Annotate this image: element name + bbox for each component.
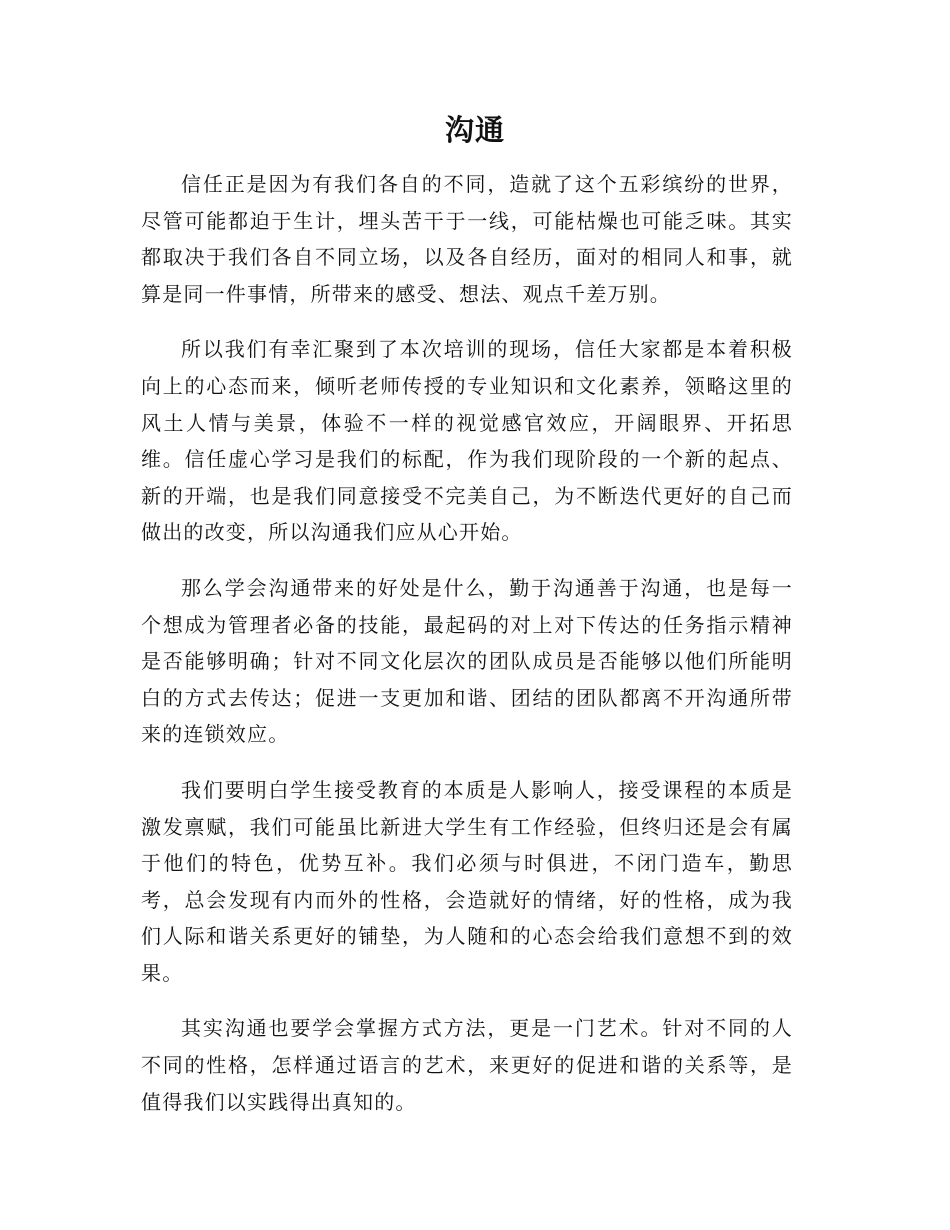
document-body xyxy=(141,166,793,1139)
paragraph-2: 所以我们有幸汇聚到了本次培训的现场，信任大家都是本着积极向上的心态而来，倾听老师传授的专业知识和文化素养，领略这里的风土人情与美景，体验不一样的视觉感官效应，开阔眼界、开拓思维。信任虚心学习是我们的标配，作为我们现阶段的一个新的起点、新的开端，也是我们同意接受不完美自己，为不断迭代更好的自己而做出的改变，所以沟通我们应从心开始。 xyxy=(141,337,793,545)
document-title: 沟通 xyxy=(444,113,505,147)
paragraph-5: 其实沟通也要学会掌握方式方法，更是一门艺术。针对不同的人不同的性格，怎样通过语言的艺术，来更好的促进和谐的关系等，是值得我们以实践得出真知的。 xyxy=(141,1016,793,1114)
paragraph-4: 我们要明白学生接受教育的本质是人影响人，接受课程的本质是激发禀赋，我们可能虽比新进大学生有工作经验，但终归还是会有属于他们的特色，优势互补。我们必须与时俱进，不闭门造车，勤思考，总会发现有内而外的性格，会造就好的情绪，好的性格，成为我们人际和谐关系更好的铺垫，为人随和的心态会给我们意想不到的效果。 xyxy=(141,777,793,985)
paragraph-1: 信任正是因为有我们各自的不同，造就了这个五彩缤纷的世界，尽管可能都迫于生计，埋头苦干于一线，可能枯燥也可能乏味。其实都取决于我们各自不同立场，以及各自经历，面对的相同人和事，就算是同一件事情，所带来的感受、想法、观点千差万别。 xyxy=(141,172,793,306)
paragraph-3: 那么学会沟通带来的好处是什么，勤于沟通善于沟通，也是每一个想成为管理者必备的技能，最起码的对上对下传达的任务指示精神是否能够明确；针对不同文化层次的团队成员是否能够以他们所能明白的方式去传达；促进一支更加和谐、团结的团队都离不开沟通所带来的连锁效应。 xyxy=(141,575,793,747)
